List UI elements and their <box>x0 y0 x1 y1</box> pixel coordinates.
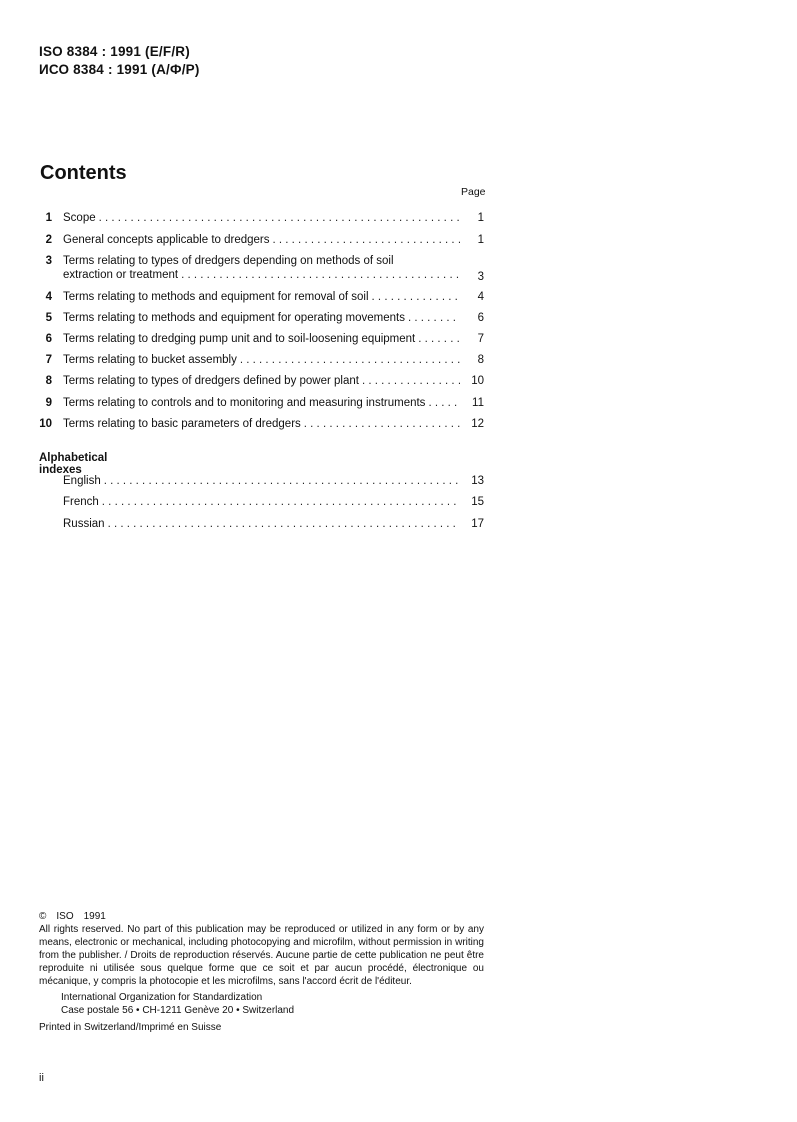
page-number: ii <box>39 1072 44 1084</box>
contents-title: Contents <box>40 162 127 184</box>
toc-entry-page: 3 <box>477 271 484 283</box>
index-entry-title: English <box>63 475 101 487</box>
toc-entry-number: 10 <box>39 418 52 430</box>
toc-entry-title: Scope <box>63 212 96 224</box>
toc-entry-title: Terms relating to bucket assembly <box>63 354 237 366</box>
index-entry-page: 17 <box>471 518 484 530</box>
toc-entry-number: 1 <box>45 212 52 224</box>
toc-entry-title: Terms relating to types of dredgers depending on methods of soil <box>63 255 394 267</box>
standard-id-line-2: ИСО 8384 : 1991 (А/Ф/Р) <box>39 62 200 77</box>
toc-entry-page: 7 <box>477 333 484 345</box>
organization-address: Case postale 56 • CH-1211 Genève 20 • Switzerland <box>61 1005 295 1016</box>
index-entry-title: Russian <box>63 518 105 530</box>
toc-entry-title: Terms relating to dredging pump unit and to soil-loosening equipment <box>63 333 416 345</box>
index-entry-page: 15 <box>471 496 484 508</box>
toc-entry-number: 8 <box>45 375 52 387</box>
toc-entry-number: 3 <box>45 255 52 267</box>
copyright-line <box>39 910 484 923</box>
alphabetical-indexes-heading: Alphabetical indexes <box>39 452 108 476</box>
index-entry-title: French <box>63 496 99 508</box>
standard-id-line-1: ISO 8384 : 1991 (E/F/R) <box>39 44 190 59</box>
toc-entry-page: 8 <box>477 354 484 366</box>
toc-entry-number: 6 <box>45 333 52 345</box>
toc-entry-title: Terms relating to basic parameters of dredgers <box>63 418 301 430</box>
organization-name: International Organization for Standardization <box>61 992 263 1003</box>
toc-entry-number: 7 <box>45 354 52 366</box>
toc-entry-page: 6 <box>477 312 484 324</box>
toc-entry-title-continued: extraction or treatment <box>63 269 179 281</box>
toc-entry-title: Terms relating to types of dredgers defined by power plant <box>63 375 359 387</box>
toc-entry-title: Terms relating to controls and to monitoring and measuring instruments <box>63 397 426 409</box>
index-entry-page: 13 <box>471 475 484 487</box>
copyright-org: ISO <box>56 911 74 922</box>
toc-entry-page: 12 <box>471 418 484 430</box>
toc-entry-number: 9 <box>45 397 52 409</box>
toc-entry-page: 4 <box>477 291 484 303</box>
toc-entry-title: Terms relating to methods and equipment for removal of soil <box>63 291 369 303</box>
toc-entry-title: Terms relating to methods and equipment for operating movements <box>63 312 405 324</box>
toc-entry-page: 10 <box>471 375 484 387</box>
toc-entry-page: 1 <box>477 212 484 224</box>
toc-entry-number: 5 <box>45 312 52 324</box>
toc-entry-page: 11 <box>472 397 484 409</box>
toc-entry-title: General concepts applicable to dredgers <box>63 234 270 246</box>
copyright-notice <box>39 910 484 1034</box>
rights-statement: All rights reserved. No part of this publication may be reproduced or utilized in any form or by any means, electronic or mechanical, including photocopying and microfilm, without permission in writing from the publisher. / Droits de reproduction réservés. Aucune partie de cette publication ne peut être reproduite ni utilisée sous quelque forme que ce soit et par aucun procédé, électronique ou mécanique, y compris la photocopie et les microfilms, sans l'accord écrit de l'éditeur. <box>39 924 484 987</box>
printed-in: Printed in Switzerland/Imprimé en Suisse <box>39 1022 222 1033</box>
toc-entry-number: 4 <box>45 291 52 303</box>
copyright-symbol: © <box>39 911 47 922</box>
toc-entry-page: 1 <box>477 234 484 246</box>
toc-entry-number: 2 <box>45 234 52 246</box>
copyright-year: 1991 <box>83 911 106 922</box>
page-column-label: Page <box>461 186 486 198</box>
